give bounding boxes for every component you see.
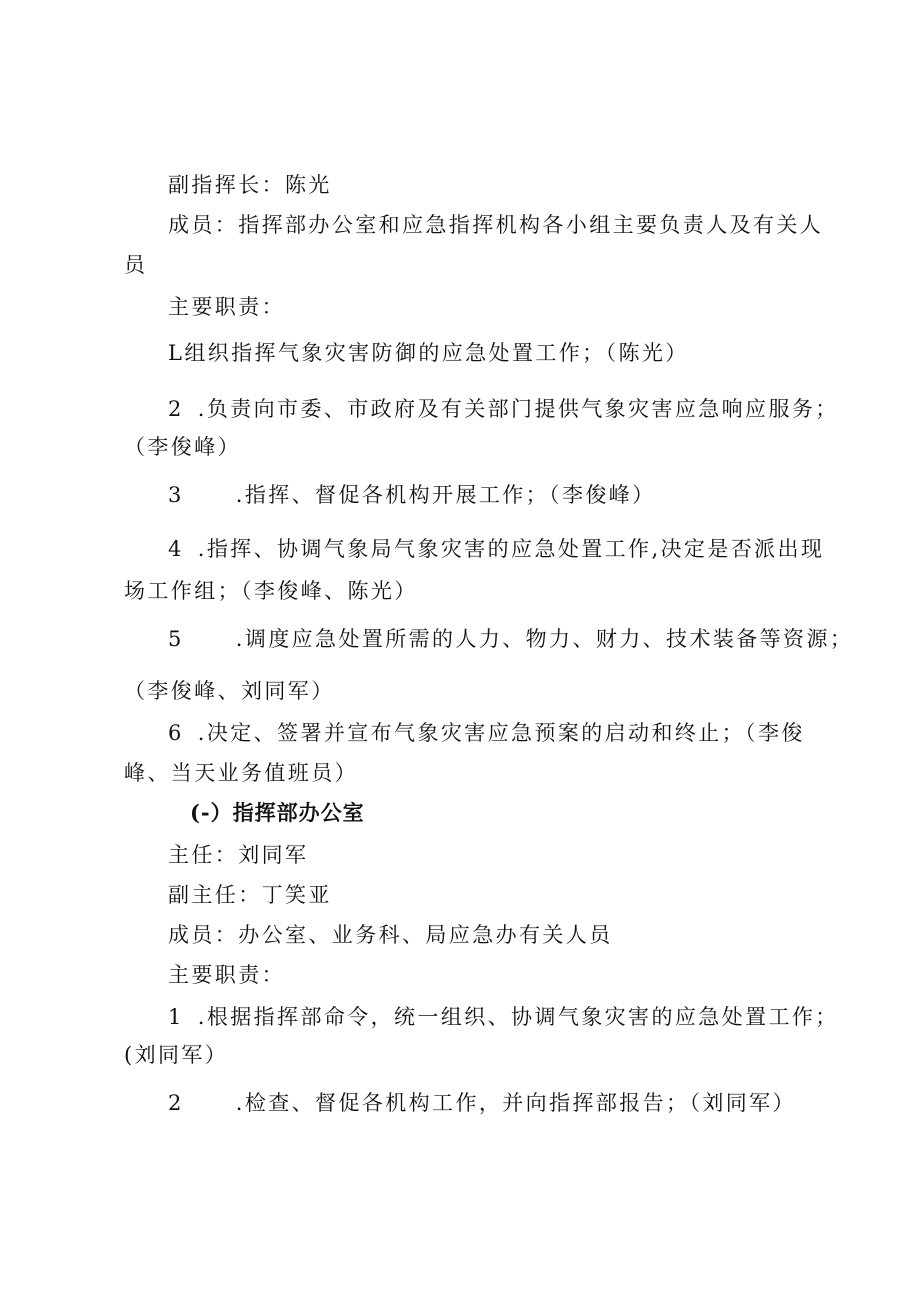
office-director-line: 主任：刘同军 xyxy=(168,843,309,867)
office-duty-item-1-number: 1 xyxy=(168,1005,184,1029)
office-members-line: 成员：办公室、业务科、局应急办有关人员 xyxy=(168,923,613,947)
office-deputy-director-line: 副主任：丁笑亚 xyxy=(168,883,332,907)
duty-item-6 xyxy=(168,720,805,746)
members-line: 成员：指挥部办公室和应急指挥机构各小组主要负责人及有关人 xyxy=(168,213,824,237)
duty-item-2-cont: （李俊峰） xyxy=(124,435,241,459)
duty-item-6-text: .决定、签署并宣布气象灾害应急预案的启动和终止；（李俊 xyxy=(197,721,805,745)
duty-item-5-cont: （李俊峰、刘同军） xyxy=(124,679,335,703)
duty-item-6-number: 6 xyxy=(168,721,184,745)
duty-item-3 xyxy=(168,482,656,508)
duty-item-1: L组织指挥气象灾害防御的应急处置工作；（陈光） xyxy=(168,341,689,365)
duty-item-4-text: .指挥、协调气象局气象灾害的应急处置工作,决定是否派出现 xyxy=(197,537,825,561)
duty-item-4 xyxy=(168,536,824,562)
duty-item-5-number: 5 xyxy=(168,627,184,651)
duty-item-5-text: .调度应急处置所需的人力、物力、财力、技术装备等资源； xyxy=(235,627,854,651)
duty-item-3-number: 3 xyxy=(168,483,184,507)
deputy-commander-line: 副指挥长：陈光 xyxy=(168,173,332,197)
office-duty-item-1-cont: (刘同军） xyxy=(124,1043,229,1067)
duty-item-2-text: .负责向市委、市政府及有关部门提供气象灾害应急响应服务； xyxy=(197,397,839,421)
duty-item-3-text: .指挥、督促各机构开展工作；（李俊峰） xyxy=(235,483,656,507)
duty-item-2-number: 2 xyxy=(168,397,184,421)
office-duty-item-2-number: 2 xyxy=(168,1091,184,1115)
duty-item-2 xyxy=(168,396,839,422)
section-heading-office: (-）指挥部办公室 xyxy=(190,800,365,825)
members-line-cont: 员 xyxy=(124,253,148,277)
office-duty-item-2-text: .检查、督促各机构工作，并向指挥部报告；（刘同军） xyxy=(235,1091,796,1115)
office-duty-item-1 xyxy=(168,1004,839,1030)
duties-label: 主要职责： xyxy=(168,295,285,319)
duty-item-5 xyxy=(168,626,853,652)
duty-item-4-number: 4 xyxy=(168,537,184,561)
office-duties-label: 主要职责： xyxy=(168,963,285,987)
duty-item-6-cont: 峰、当天业务值班员） xyxy=(124,761,358,785)
duty-item-4-cont: 场工作组；（李俊峰、陈光） xyxy=(124,579,418,603)
office-duty-item-2 xyxy=(168,1090,796,1116)
office-duty-item-1-text: .根据指挥部命令，统一组织、协调气象灾害的应急处置工作； xyxy=(197,1005,839,1029)
